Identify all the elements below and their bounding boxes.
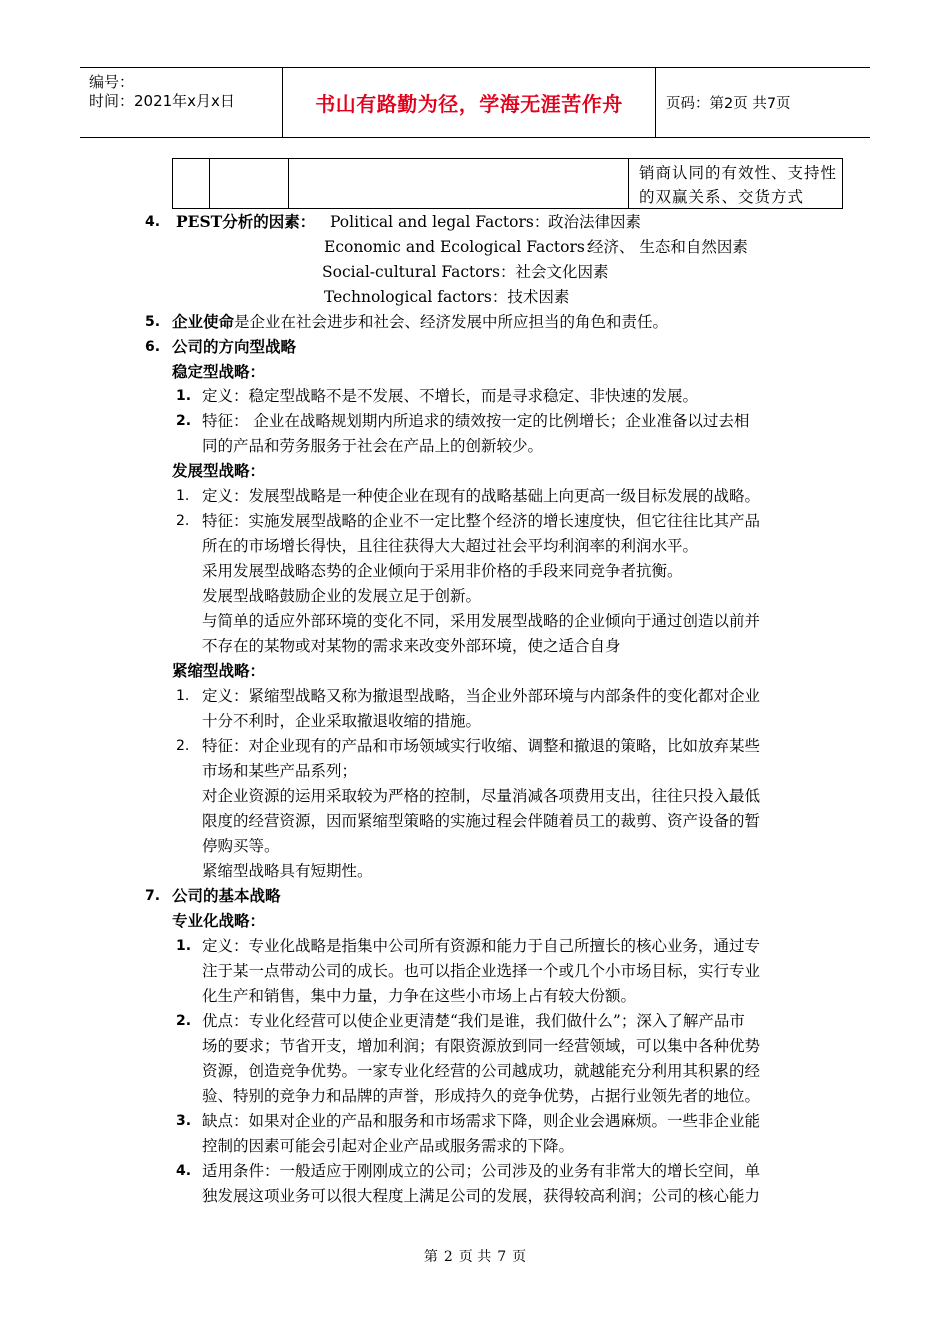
item-number: 1. xyxy=(176,688,190,704)
item-number: 2. xyxy=(176,513,190,529)
footer-suffix: 页 xyxy=(512,1249,527,1265)
pest-factor: Social-cultural Factors：社会文化因素 xyxy=(322,263,609,281)
item-number: 2. xyxy=(176,1013,192,1029)
header-motto: 书山有路勤为径，学海无涯苦作舟 xyxy=(315,92,623,116)
paragraph-cont: 不存在的某物或对某物的需求来改变外部环境，使之适合自身 xyxy=(202,637,621,655)
pest-factor: Technological factors：技术因素 xyxy=(324,288,570,306)
list-item-cont: 独发展这项业务可以很大程度上满足公司的发展，获得较高利润；公司的核心能力 xyxy=(202,1187,761,1205)
section-number: 6. xyxy=(145,339,161,355)
list-item-cont: 化生产和销售，集中力量，力争在这些小市场上占有较大份额。 xyxy=(202,987,637,1005)
list-item: 适用条件：一般适应于刚刚成立的公司；公司涉及的业务有非常大的增长空间，单 xyxy=(202,1162,761,1180)
item-number: 4. xyxy=(176,1163,192,1179)
table-fragment xyxy=(172,158,843,209)
list-item: 特征：实施发展型战略的企业不一定比整个经济的增长速度快，但它往往比其产品 xyxy=(202,512,761,530)
list-item: 定义：发展型战略是一种使企业在现有的战略基础上向更高一级目标发展的战略。 xyxy=(202,487,761,505)
list-item-cont: 资源，创造竞争优势。一家专业化经营的公司越成功，就越能充分利用其积累的经 xyxy=(202,1062,761,1080)
list-item-cont: 验、特别的竞争力和品牌的声誉，形成持久的竞争优势，占据行业领先者的地位。 xyxy=(202,1087,761,1105)
header-meta xyxy=(80,68,283,137)
list-item-cont: 控制的因素可能会引起对企业产品或服务需求的下降。 xyxy=(202,1137,575,1155)
list-item: 特征： 企业在战略规划期内所追求的绩效按一定的比例增长；企业准备以过去相 xyxy=(202,412,750,430)
list-item: 缺点：如果对企业的产品和服务和市场需求下降，则企业会遇麻烦。一些非企业能 xyxy=(202,1112,761,1130)
list-item: 优点：专业化经营可以使企业更清楚“我们是谁，我们做什么”；深入了解产品市 xyxy=(202,1012,745,1030)
subsection-heading: 紧缩型战略： xyxy=(172,661,266,680)
item-number: 1. xyxy=(176,388,192,404)
subsection-heading: 发展型战略： xyxy=(172,461,266,480)
section-number: 4. xyxy=(145,214,161,230)
item-number: 3. xyxy=(176,1113,192,1129)
list-item-cont: 场的要求；节省开支，增加利润；有限资源放到同一经营领域，可以集中各种优势 xyxy=(202,1037,761,1055)
item-number: 1. xyxy=(176,488,190,504)
list-item-cont: 注于某一点带动公司的成长。也可以指企业选择一个或几个小市场目标，实行专业 xyxy=(202,962,761,980)
mission-term: 企业使命 xyxy=(172,312,235,331)
section-title: PEST分析的因素： xyxy=(176,212,316,231)
list-item-cont: 市场和某些产品系列； xyxy=(202,762,358,780)
doc-time-label: 时间：2021年x月x日 xyxy=(89,92,235,110)
table-cell-text: 销商认同的有效性、支持性的双赢关系、交货方式 xyxy=(639,164,838,206)
section-title: 公司的基本战略 xyxy=(172,886,281,905)
paragraph: 采用发展型战略态势的企业倾向于采用非价格的手段来同竞争者抗衡。 xyxy=(202,562,683,580)
pest-factor-en: Economic and Ecological Factors： xyxy=(324,238,601,256)
mission-text: 是企业在社会进步和社会、经济发展中所应担当的角色和责任。 xyxy=(234,313,669,331)
section-number: 5. xyxy=(145,314,161,330)
paragraph-cont: 停购买等。 xyxy=(202,837,280,855)
table-divider xyxy=(628,159,629,208)
page-footer xyxy=(0,1246,950,1266)
footer-prefix: 第 xyxy=(423,1249,438,1265)
mission-definition xyxy=(172,310,668,334)
list-item: 定义：紧缩型战略又称为撤退型战略，当企业外部环境与内部条件的变化都对企业 xyxy=(202,687,761,705)
paragraph-cont: 限度的经营资源，因而紧缩型策略的实施过程会伴随着员工的裁剪、资产设备的暂 xyxy=(202,812,761,830)
item-number: 2. xyxy=(176,413,192,429)
paragraph: 对企业资源的运用采取较为严格的控制，尽量消减各项费用支出，往往只投入最低 xyxy=(202,787,761,805)
section-number: 7. xyxy=(145,888,161,904)
doc-number-label: 编号： xyxy=(89,73,135,91)
list-item-cont: 所在的市场增长得快，且往往获得大大超过社会平均利润率的利润水平。 xyxy=(202,537,699,555)
subsection-heading: 专业化战略： xyxy=(172,911,266,930)
pest-factor-en: Political and legal Factors： xyxy=(330,213,550,231)
subsection-heading: 稳定型战略： xyxy=(172,362,266,381)
list-item: 定义：稳定型战略不是不发展、不增长，而是寻求稳定、非快速的发展。 xyxy=(202,387,699,405)
pest-factor-cn: 经济、 生态和自然因素 xyxy=(588,238,748,256)
list-item-cont: 同的产品和劳务服务于社会在产品上的创新较少。 xyxy=(202,437,544,455)
footer-total-pages: 7 xyxy=(497,1249,507,1265)
paragraph: 与简单的适应外部环境的变化不同，采用发展型战略的企业倾向于通过创造以前并 xyxy=(202,612,761,630)
item-number: 2. xyxy=(176,738,190,754)
paragraph: 发展型战略鼓励企业的发展立足于创新。 xyxy=(202,587,482,605)
item-number: 1. xyxy=(176,938,192,954)
table-divider xyxy=(209,159,210,208)
header-page-cell xyxy=(656,68,870,137)
list-item: 定义：专业化战略是指集中公司所有资源和能力于自己所擅长的核心业务，通过专 xyxy=(202,937,761,955)
footer-page-number: 2 xyxy=(443,1249,453,1265)
table-divider xyxy=(288,159,289,208)
footer-mid: 页 共 xyxy=(458,1249,492,1265)
section-title: 公司的方向型战略 xyxy=(172,337,297,356)
header-page-info: 页码：第2页 共7页 xyxy=(666,96,791,112)
paragraph: 紧缩型战略具有短期性。 xyxy=(202,862,373,880)
page-header xyxy=(80,67,870,138)
list-item-cont: 十分不利时，企业采取撤退收缩的措施。 xyxy=(202,712,482,730)
list-item: 特征：对企业现有的产品和市场领域实行收缩、调整和撤退的策略，比如放弃某些 xyxy=(202,737,761,755)
pest-factor-cn: 政治法律因素 xyxy=(548,213,642,231)
header-motto-cell xyxy=(283,68,656,137)
